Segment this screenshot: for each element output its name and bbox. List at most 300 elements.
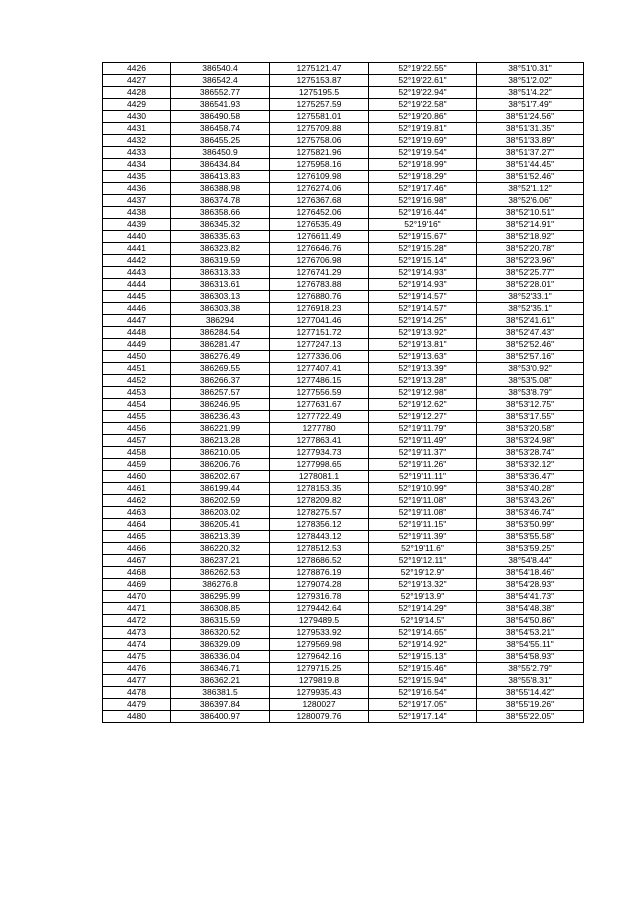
longitude-cell: 38°54'50.86" xyxy=(477,615,584,627)
x-coordinate-cell: 386400.97 xyxy=(171,711,270,723)
x-coordinate-cell: 386281.47 xyxy=(171,339,270,351)
x-coordinate-cell: 386346.71 xyxy=(171,663,270,675)
point-number-cell: 4472 xyxy=(103,615,171,627)
longitude-cell: 38°53'43.26" xyxy=(477,495,584,507)
point-number-cell: 4449 xyxy=(103,339,171,351)
latitude-cell: 52°19'11.79" xyxy=(369,423,477,435)
latitude-cell: 52°19'16.54" xyxy=(369,687,477,699)
point-number-cell: 4438 xyxy=(103,207,171,219)
point-number-cell: 4463 xyxy=(103,507,171,519)
longitude-cell: 38°53'36.47" xyxy=(477,471,584,483)
longitude-cell: 38°53'46.74" xyxy=(477,507,584,519)
y-coordinate-cell: 1276611.49 xyxy=(270,231,369,243)
y-coordinate-cell: 1277336.06 xyxy=(270,351,369,363)
y-coordinate-cell: 1276646.76 xyxy=(270,243,369,255)
y-coordinate-cell: 1276880.76 xyxy=(270,291,369,303)
table-row xyxy=(103,531,584,543)
x-coordinate-cell: 386335.63 xyxy=(171,231,270,243)
longitude-cell: 38°52'23.96" xyxy=(477,255,584,267)
x-coordinate-cell: 386490.58 xyxy=(171,111,270,123)
point-number-cell: 4453 xyxy=(103,387,171,399)
table-row xyxy=(103,483,584,495)
y-coordinate-cell: 1275121.47 xyxy=(270,63,369,75)
y-coordinate-cell: 1276706.98 xyxy=(270,255,369,267)
y-coordinate-cell: 1280027 xyxy=(270,699,369,711)
longitude-cell: 38°52'10.51" xyxy=(477,207,584,219)
x-coordinate-cell: 386455.25 xyxy=(171,135,270,147)
x-coordinate-cell: 386358.66 xyxy=(171,207,270,219)
latitude-cell: 52°19'10.99" xyxy=(369,483,477,495)
latitude-cell: 52°19'13.39" xyxy=(369,363,477,375)
latitude-cell: 52°19'11.11" xyxy=(369,471,477,483)
longitude-cell: 38°54'53.21" xyxy=(477,627,584,639)
longitude-cell: 38°53'32.12" xyxy=(477,459,584,471)
y-coordinate-cell: 1276535.49 xyxy=(270,219,369,231)
point-number-cell: 4455 xyxy=(103,411,171,423)
x-coordinate-cell: 386315.59 xyxy=(171,615,270,627)
longitude-cell: 38°53'12.75" xyxy=(477,399,584,411)
latitude-cell: 52°19'22.58" xyxy=(369,99,477,111)
latitude-cell: 52°19'14.29" xyxy=(369,603,477,615)
latitude-cell: 52°19'17.05" xyxy=(369,699,477,711)
latitude-cell: 52°19'11.37" xyxy=(369,447,477,459)
latitude-cell: 52°19'12.98" xyxy=(369,387,477,399)
table-row xyxy=(103,591,584,603)
longitude-cell: 38°52'6.06" xyxy=(477,195,584,207)
table-row xyxy=(103,651,584,663)
point-number-cell: 4448 xyxy=(103,327,171,339)
table-row xyxy=(103,435,584,447)
x-coordinate-cell: 386541.93 xyxy=(171,99,270,111)
latitude-cell: 52°19'16" xyxy=(369,219,477,231)
table-row xyxy=(103,195,584,207)
latitude-cell: 52°19'12.11" xyxy=(369,555,477,567)
point-number-cell: 4427 xyxy=(103,75,171,87)
x-coordinate-cell: 386308.85 xyxy=(171,603,270,615)
latitude-cell: 52°19'15.14" xyxy=(369,255,477,267)
point-number-cell: 4456 xyxy=(103,423,171,435)
x-coordinate-cell: 386303.38 xyxy=(171,303,270,315)
x-coordinate-cell: 386203.02 xyxy=(171,507,270,519)
latitude-cell: 52°19'12.9" xyxy=(369,567,477,579)
point-number-cell: 4440 xyxy=(103,231,171,243)
longitude-cell: 38°51'4.22" xyxy=(477,87,584,99)
y-coordinate-cell: 1278081.1 xyxy=(270,471,369,483)
x-coordinate-cell: 386213.39 xyxy=(171,531,270,543)
coordinates-table-body xyxy=(103,63,584,723)
point-number-cell: 4474 xyxy=(103,639,171,651)
table-row xyxy=(103,555,584,567)
table-row xyxy=(103,255,584,267)
x-coordinate-cell: 386295.99 xyxy=(171,591,270,603)
y-coordinate-cell: 1278356.12 xyxy=(270,519,369,531)
x-coordinate-cell: 386319.59 xyxy=(171,255,270,267)
x-coordinate-cell: 386458.74 xyxy=(171,123,270,135)
x-coordinate-cell: 386220.32 xyxy=(171,543,270,555)
longitude-cell: 38°51'33.89" xyxy=(477,135,584,147)
point-number-cell: 4459 xyxy=(103,459,171,471)
y-coordinate-cell: 1278209.82 xyxy=(270,495,369,507)
latitude-cell: 52°19'11.49" xyxy=(369,435,477,447)
x-coordinate-cell: 386313.61 xyxy=(171,279,270,291)
longitude-cell: 38°54'58.93" xyxy=(477,651,584,663)
y-coordinate-cell: 1279533.92 xyxy=(270,627,369,639)
table-row xyxy=(103,447,584,459)
x-coordinate-cell: 386199.44 xyxy=(171,483,270,495)
x-coordinate-cell: 386269.55 xyxy=(171,363,270,375)
point-number-cell: 4477 xyxy=(103,675,171,687)
longitude-cell: 38°51'7.49" xyxy=(477,99,584,111)
table-row xyxy=(103,543,584,555)
point-number-cell: 4444 xyxy=(103,279,171,291)
longitude-cell: 38°54'48.38" xyxy=(477,603,584,615)
latitude-cell: 52°19'15.46" xyxy=(369,663,477,675)
latitude-cell: 52°19'11.08" xyxy=(369,507,477,519)
y-coordinate-cell: 1275709.88 xyxy=(270,123,369,135)
x-coordinate-cell: 386542.4 xyxy=(171,75,270,87)
x-coordinate-cell: 386246.95 xyxy=(171,399,270,411)
x-coordinate-cell: 386552.77 xyxy=(171,87,270,99)
latitude-cell: 52°19'19.54" xyxy=(369,147,477,159)
table-row xyxy=(103,411,584,423)
latitude-cell: 52°19'15.67" xyxy=(369,231,477,243)
latitude-cell: 52°19'11.26" xyxy=(369,459,477,471)
y-coordinate-cell: 1277151.72 xyxy=(270,327,369,339)
longitude-cell: 38°52'35.1" xyxy=(477,303,584,315)
latitude-cell: 52°19'22.55" xyxy=(369,63,477,75)
y-coordinate-cell: 1277407.41 xyxy=(270,363,369,375)
longitude-cell: 38°53'55.58" xyxy=(477,531,584,543)
y-coordinate-cell: 1277722.49 xyxy=(270,411,369,423)
point-number-cell: 4441 xyxy=(103,243,171,255)
longitude-cell: 38°53'28.74" xyxy=(477,447,584,459)
point-number-cell: 4458 xyxy=(103,447,171,459)
x-coordinate-cell: 386540.4 xyxy=(171,63,270,75)
longitude-cell: 38°52'1.12" xyxy=(477,183,584,195)
table-row xyxy=(103,699,584,711)
y-coordinate-cell: 1277934.73 xyxy=(270,447,369,459)
longitude-cell: 38°51'24.56" xyxy=(477,111,584,123)
latitude-cell: 52°19'18.29" xyxy=(369,171,477,183)
y-coordinate-cell: 1275821.96 xyxy=(270,147,369,159)
table-row xyxy=(103,219,584,231)
latitude-cell: 52°19'14.93" xyxy=(369,279,477,291)
table-row xyxy=(103,243,584,255)
longitude-cell: 38°53'0.92" xyxy=(477,363,584,375)
point-number-cell: 4450 xyxy=(103,351,171,363)
longitude-cell: 38°54'18.46" xyxy=(477,567,584,579)
table-row xyxy=(103,687,584,699)
x-coordinate-cell: 386374.78 xyxy=(171,195,270,207)
table-row xyxy=(103,183,584,195)
longitude-cell: 38°52'25.77" xyxy=(477,267,584,279)
table-row xyxy=(103,603,584,615)
longitude-cell: 38°52'14.91" xyxy=(477,219,584,231)
point-number-cell: 4466 xyxy=(103,543,171,555)
table-row xyxy=(103,75,584,87)
y-coordinate-cell: 1275758.06 xyxy=(270,135,369,147)
longitude-cell: 38°52'18.92" xyxy=(477,231,584,243)
point-number-cell: 4468 xyxy=(103,567,171,579)
y-coordinate-cell: 1279316.78 xyxy=(270,591,369,603)
longitude-cell: 38°52'57.16" xyxy=(477,351,584,363)
latitude-cell: 52°19'13.28" xyxy=(369,375,477,387)
table-row xyxy=(103,279,584,291)
point-number-cell: 4442 xyxy=(103,255,171,267)
table-row xyxy=(103,567,584,579)
y-coordinate-cell: 1276109.98 xyxy=(270,171,369,183)
table-row xyxy=(103,423,584,435)
y-coordinate-cell: 1275195.5 xyxy=(270,87,369,99)
x-coordinate-cell: 386236.43 xyxy=(171,411,270,423)
point-number-cell: 4434 xyxy=(103,159,171,171)
table-row xyxy=(103,159,584,171)
latitude-cell: 52°19'13.81" xyxy=(369,339,477,351)
point-number-cell: 4462 xyxy=(103,495,171,507)
point-number-cell: 4470 xyxy=(103,591,171,603)
longitude-cell: 38°52'28.01" xyxy=(477,279,584,291)
longitude-cell: 38°54'55.11" xyxy=(477,639,584,651)
point-number-cell: 4432 xyxy=(103,135,171,147)
x-coordinate-cell: 386329.09 xyxy=(171,639,270,651)
latitude-cell: 52°19'13.92" xyxy=(369,327,477,339)
y-coordinate-cell: 1278686.52 xyxy=(270,555,369,567)
longitude-cell: 38°51'44.45" xyxy=(477,159,584,171)
table-row xyxy=(103,327,584,339)
latitude-cell: 52°19'20.86" xyxy=(369,111,477,123)
x-coordinate-cell: 386434.84 xyxy=(171,159,270,171)
x-coordinate-cell: 386205.41 xyxy=(171,519,270,531)
longitude-cell: 38°55'2.79" xyxy=(477,663,584,675)
y-coordinate-cell: 1279715.25 xyxy=(270,663,369,675)
longitude-cell: 38°53'50.99" xyxy=(477,519,584,531)
y-coordinate-cell: 1275257.59 xyxy=(270,99,369,111)
table-row xyxy=(103,303,584,315)
y-coordinate-cell: 1276783.88 xyxy=(270,279,369,291)
y-coordinate-cell: 1277863.41 xyxy=(270,435,369,447)
y-coordinate-cell: 1276918.23 xyxy=(270,303,369,315)
x-coordinate-cell: 386320.52 xyxy=(171,627,270,639)
table-row xyxy=(103,615,584,627)
table-row xyxy=(103,99,584,111)
longitude-cell: 38°52'41.61" xyxy=(477,315,584,327)
latitude-cell: 52°19'13.63" xyxy=(369,351,477,363)
table-row xyxy=(103,627,584,639)
longitude-cell: 38°55'19.26" xyxy=(477,699,584,711)
x-coordinate-cell: 386206.76 xyxy=(171,459,270,471)
longitude-cell: 38°53'20.58" xyxy=(477,423,584,435)
y-coordinate-cell: 1276741.29 xyxy=(270,267,369,279)
latitude-cell: 52°19'14.92" xyxy=(369,639,477,651)
point-number-cell: 4429 xyxy=(103,99,171,111)
y-coordinate-cell: 1275153.87 xyxy=(270,75,369,87)
longitude-cell: 38°53'40.28" xyxy=(477,483,584,495)
point-number-cell: 4436 xyxy=(103,183,171,195)
x-coordinate-cell: 386210.05 xyxy=(171,447,270,459)
y-coordinate-cell: 1275958.16 xyxy=(270,159,369,171)
x-coordinate-cell: 386345.32 xyxy=(171,219,270,231)
point-number-cell: 4443 xyxy=(103,267,171,279)
table-row xyxy=(103,63,584,75)
table-row xyxy=(103,315,584,327)
latitude-cell: 52°19'19.69" xyxy=(369,135,477,147)
latitude-cell: 52°19'11.15" xyxy=(369,519,477,531)
table-row xyxy=(103,363,584,375)
table-row xyxy=(103,123,584,135)
y-coordinate-cell: 1276452.06 xyxy=(270,207,369,219)
latitude-cell: 52°19'16.98" xyxy=(369,195,477,207)
table-row xyxy=(103,399,584,411)
y-coordinate-cell: 1279935.43 xyxy=(270,687,369,699)
latitude-cell: 52°19'15.28" xyxy=(369,243,477,255)
point-number-cell: 4473 xyxy=(103,627,171,639)
x-coordinate-cell: 386294 xyxy=(171,315,270,327)
latitude-cell: 52°19'22.94" xyxy=(369,87,477,99)
latitude-cell: 52°19'13.32" xyxy=(369,579,477,591)
latitude-cell: 52°19'12.62" xyxy=(369,399,477,411)
point-number-cell: 4471 xyxy=(103,603,171,615)
table-row xyxy=(103,111,584,123)
latitude-cell: 52°19'13.9" xyxy=(369,591,477,603)
longitude-cell: 38°51'31.35" xyxy=(477,123,584,135)
y-coordinate-cell: 1277247.13 xyxy=(270,339,369,351)
table-row xyxy=(103,519,584,531)
y-coordinate-cell: 1276274.06 xyxy=(270,183,369,195)
coordinates-table xyxy=(102,62,584,723)
y-coordinate-cell: 1279569.98 xyxy=(270,639,369,651)
y-coordinate-cell: 1278275.57 xyxy=(270,507,369,519)
latitude-cell: 52°19'14.25" xyxy=(369,315,477,327)
table-row xyxy=(103,147,584,159)
x-coordinate-cell: 386336.04 xyxy=(171,651,270,663)
point-number-cell: 4479 xyxy=(103,699,171,711)
point-number-cell: 4428 xyxy=(103,87,171,99)
y-coordinate-cell: 1279489.5 xyxy=(270,615,369,627)
y-coordinate-cell: 1277780 xyxy=(270,423,369,435)
point-number-cell: 4435 xyxy=(103,171,171,183)
y-coordinate-cell: 1278876.19 xyxy=(270,567,369,579)
y-coordinate-cell: 1277556.59 xyxy=(270,387,369,399)
y-coordinate-cell: 1279442.64 xyxy=(270,603,369,615)
point-number-cell: 4457 xyxy=(103,435,171,447)
x-coordinate-cell: 386237.21 xyxy=(171,555,270,567)
point-number-cell: 4452 xyxy=(103,375,171,387)
x-coordinate-cell: 386450.9 xyxy=(171,147,270,159)
point-number-cell: 4478 xyxy=(103,687,171,699)
table-row xyxy=(103,675,584,687)
latitude-cell: 52°19'11.08" xyxy=(369,495,477,507)
x-coordinate-cell: 386323.82 xyxy=(171,243,270,255)
point-number-cell: 4465 xyxy=(103,531,171,543)
y-coordinate-cell: 1278153.35 xyxy=(270,483,369,495)
longitude-cell: 38°51'2.02" xyxy=(477,75,584,87)
point-number-cell: 4431 xyxy=(103,123,171,135)
table-row xyxy=(103,135,584,147)
table-row xyxy=(103,231,584,243)
y-coordinate-cell: 1275581.01 xyxy=(270,111,369,123)
x-coordinate-cell: 386276.8 xyxy=(171,579,270,591)
point-number-cell: 4464 xyxy=(103,519,171,531)
latitude-cell: 52°19'19.81" xyxy=(369,123,477,135)
table-row xyxy=(103,507,584,519)
table-row xyxy=(103,267,584,279)
point-number-cell: 4454 xyxy=(103,399,171,411)
table-row xyxy=(103,459,584,471)
x-coordinate-cell: 386284.54 xyxy=(171,327,270,339)
y-coordinate-cell: 1279074.28 xyxy=(270,579,369,591)
longitude-cell: 38°54'41.73" xyxy=(477,591,584,603)
table-row xyxy=(103,291,584,303)
latitude-cell: 52°19'22.61" xyxy=(369,75,477,87)
table-row xyxy=(103,711,584,723)
table-row xyxy=(103,639,584,651)
longitude-cell: 38°51'52.46" xyxy=(477,171,584,183)
longitude-cell: 38°55'8.31" xyxy=(477,675,584,687)
longitude-cell: 38°52'33.1" xyxy=(477,291,584,303)
table-row xyxy=(103,579,584,591)
table-row xyxy=(103,171,584,183)
y-coordinate-cell: 1278443.12 xyxy=(270,531,369,543)
longitude-cell: 38°52'52.46" xyxy=(477,339,584,351)
latitude-cell: 52°19'14.93" xyxy=(369,267,477,279)
point-number-cell: 4451 xyxy=(103,363,171,375)
point-number-cell: 4445 xyxy=(103,291,171,303)
y-coordinate-cell: 1276367.68 xyxy=(270,195,369,207)
longitude-cell: 38°53'8.79" xyxy=(477,387,584,399)
latitude-cell: 52°19'11.39" xyxy=(369,531,477,543)
point-number-cell: 4475 xyxy=(103,651,171,663)
latitude-cell: 52°19'11.6" xyxy=(369,543,477,555)
x-coordinate-cell: 386257.57 xyxy=(171,387,270,399)
x-coordinate-cell: 386202.59 xyxy=(171,495,270,507)
longitude-cell: 38°55'14.42" xyxy=(477,687,584,699)
table-row xyxy=(103,87,584,99)
x-coordinate-cell: 386303.13 xyxy=(171,291,270,303)
point-number-cell: 4439 xyxy=(103,219,171,231)
point-number-cell: 4476 xyxy=(103,663,171,675)
latitude-cell: 52°19'14.5" xyxy=(369,615,477,627)
longitude-cell: 38°55'22.05" xyxy=(477,711,584,723)
longitude-cell: 38°53'59.25" xyxy=(477,543,584,555)
point-number-cell: 4437 xyxy=(103,195,171,207)
latitude-cell: 52°19'16.44" xyxy=(369,207,477,219)
y-coordinate-cell: 1277631.67 xyxy=(270,399,369,411)
x-coordinate-cell: 386362.21 xyxy=(171,675,270,687)
longitude-cell: 38°53'17.55" xyxy=(477,411,584,423)
y-coordinate-cell: 1277486.15 xyxy=(270,375,369,387)
latitude-cell: 52°19'18.99" xyxy=(369,159,477,171)
table-row xyxy=(103,471,584,483)
point-number-cell: 4469 xyxy=(103,579,171,591)
table-row xyxy=(103,339,584,351)
y-coordinate-cell: 1277998.65 xyxy=(270,459,369,471)
x-coordinate-cell: 386262.53 xyxy=(171,567,270,579)
point-number-cell: 4426 xyxy=(103,63,171,75)
y-coordinate-cell: 1279642.16 xyxy=(270,651,369,663)
x-coordinate-cell: 386413.83 xyxy=(171,171,270,183)
x-coordinate-cell: 386213.28 xyxy=(171,435,270,447)
table-row xyxy=(103,375,584,387)
table-row xyxy=(103,663,584,675)
point-number-cell: 4447 xyxy=(103,315,171,327)
table-row xyxy=(103,387,584,399)
latitude-cell: 52°19'14.65" xyxy=(369,627,477,639)
x-coordinate-cell: 386221.99 xyxy=(171,423,270,435)
point-number-cell: 4433 xyxy=(103,147,171,159)
longitude-cell: 38°54'28.93" xyxy=(477,579,584,591)
latitude-cell: 52°19'14.57" xyxy=(369,303,477,315)
longitude-cell: 38°53'24.98" xyxy=(477,435,584,447)
